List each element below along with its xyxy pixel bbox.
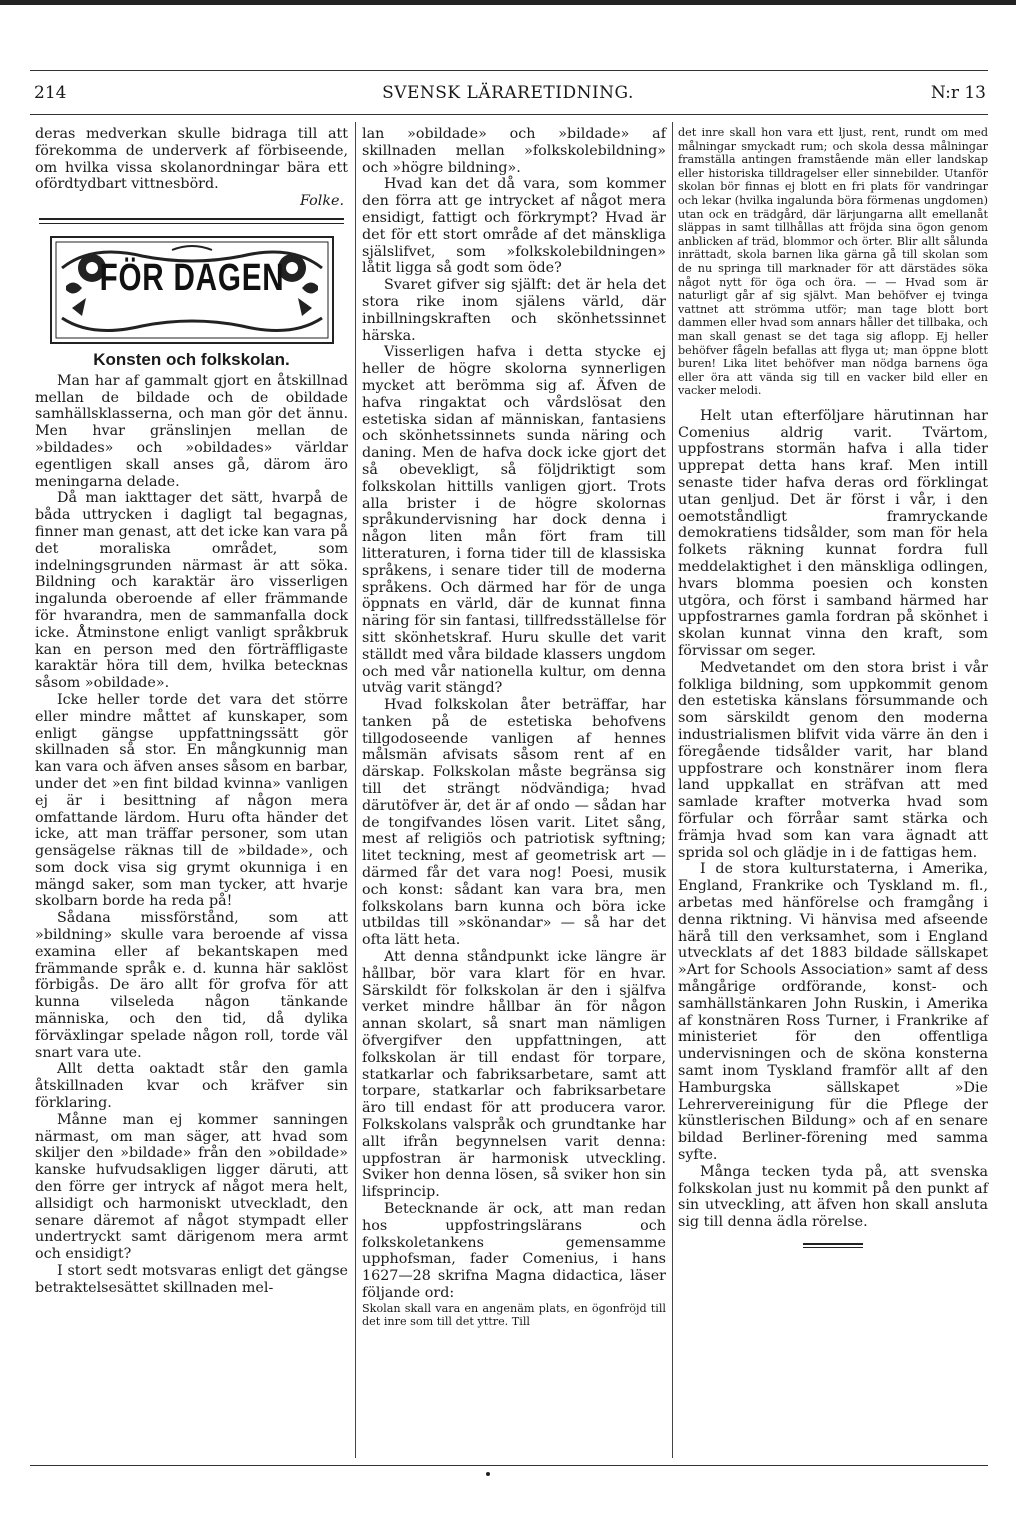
article-paragraph: Månne man ej kommer sanningen närmast, om man säger, att hvad som skiljer den »bildade» från den »obildade» kanske hufvudsakligen ligger däruti, att den förre ger intryck af något mera helt, allsidigt och harmoniskt utveckladt, den senare däremot af något stympadt eller undertryckt samt därigenom mera armt och ensidigt? bbox=[35, 1111, 348, 1263]
for-dagen-banner bbox=[50, 236, 334, 344]
article-paragraph: lan »obildade» och »bildade» af skillnaden mellan »folkskolebildning» och »högre bildning». bbox=[362, 126, 666, 176]
end-rule bbox=[803, 1243, 863, 1248]
banner-title: FÖR DAGEN bbox=[99, 256, 284, 299]
footer-dot bbox=[486, 1472, 490, 1476]
comenius-quote bbox=[362, 1302, 666, 1329]
article-paragraph: Svaret gifver sig själft: det är hela det stora rike inom själens värld, där inbillningskraften och skönhetssinnet härska. bbox=[362, 277, 666, 344]
comenius-quote-continued bbox=[678, 126, 988, 398]
article-paragraph: Icke heller torde det vara det större eller mindre måttet af kunskaper, som enligt gängse uppfattningssätt gör skillnaden så stor. En mångkunnig man kan vara och äfven anses såsom en barbar, under det »en fint bildad kvinna» vanligen ej är i besittning af någon mera omfattande lärdom. Huru ofta händer det icke, att man träffar personer, som utan gensägelse räknas till de »bildade», och som dock visa sig grymt okunniga i en mängd saker, som man tycker, att hvarje skolbarn borde ha reda på! bbox=[35, 691, 348, 910]
article-paragraph: Sådana missförstånd, som att »bildning» skulle vara beroende af vissa examina eller af bekantskapen med främmande språk e. d. kunna här saklöst förbigås. De äro allt för grofva för att kunna vilseleda någon tänkande människa, och den tid, då dylika förväxlingar spelade någon roll, torde väl snart vara ute. bbox=[35, 910, 348, 1061]
header-bottom-rule bbox=[30, 114, 988, 115]
article-paragraph: Hvad kan det då vara, som kommer den förra att ge intrycket af något mera ensidigt, fattigt och förkrympt? Hvad är det för ett stort område af det mänskliga själslifvet, som »folkskolebildningen» låtit ligga så godt som öde? bbox=[362, 176, 666, 277]
article-paragraph: Då man iakttager det sätt, hvarpå de båda uttrycken i dagligt tal begagnas, finner man genast, att det icke kan vara på det moraliska området, som indelningsgrunden närmast är att söka. Bildning och karaktär äro visserligen ingalunda oberoende af eller främmande för hvarandra, men de sammanfalla dock icke. Åtminstone enligt vanligt språkbruk kan en person med den förträffligaste karaktär höra till dem, hvilka betecknas såsom »obildade». bbox=[35, 490, 348, 692]
article-paragraph: Visserligen hafva i detta stycke ej heller de högre skolorna synnerligen mycket att berömma sig af. Äfven de hafva ringaktat och vårdslösat den estetiska sidan af människan, fantasiens och skönhetssinnets sunda näring och daning. Men de hafva dock icke gjort det så obevekligt, så följdriktigt som folkskolan hittills vanligen gjort. Trots alla brister i de högre skolornas språkundervisning har dock denna i någon liten mån fört fram till litteraturen, i forna tider till de klassiska språkens, i senare tider till de moderna språkens. Och därmed har för de unga öppnats en värld, där de kunnat finna näring för sin fantasi, tillfredsställelse för sitt skönhetskraf. Huru skulle det varit ställdt med våra bildade klassers ungdom och med vår nationella kultur, om denna utväg varit stängd? bbox=[362, 344, 666, 697]
publication-title: SVENSK LÄRARETIDNING. bbox=[382, 83, 634, 103]
top-border bbox=[0, 0, 1016, 5]
article-paragraph: I stort sedt motsvaras enligt det gängse betraktelsesättet skillnaden mel- bbox=[35, 1263, 348, 1296]
article-paragraph: Man har af gammalt gjort en åtskillnad mellan de bildade och de obildade samhällsklasserna, och man gör det ännu. Men hvar gränslinjen mellan de »bildades» och »obildades» världar egentligen skall anses gå, därom äro meningarna delade. bbox=[35, 372, 348, 490]
article-paragraph: Allt detta oaktadt står den gamla åtskillnaden kvar och kräfver sin förklaring. bbox=[35, 1061, 348, 1112]
quote-text: det inre skall hon vara ett ljust, rent, rundt om med målningar smyckadt rum; och skola dessa målningar framställa antingen framstående män eller landskap eller historiska tilldragelser eller sinnebilder. Utanför skolan bör finnas ej blott en fri plats för vandringar och lekar (hvilka ingalunda böra förmenas ungdomen) utan ock en trädgård, där lärjungarna allt emellanåt släppas in samt tillhållas att fröjda sina ögon genom anblicken af träd, blommor och örter. Blir allt sålunda inrättadt, skola barnen lika gärna gå till skolan som de nu springa till marknader för att därstädes söka något nytt för öga och öra. — — Hvad som är naturligt går af sig självt. Man behöfver ej tvinga vattnet att strömma utför; man tage blott bort dammen eller hvad som annars håller det tillbaka, och man skall genast se det taga sig aflopp. Ej heller behöfver fågeln befallas att flyga ut; man öppne blott buren! Lika litet behöfver man nödga barnens öga eller öra att vända sig till en vacker bild eller en vacker melodi. bbox=[678, 126, 988, 398]
article-paragraph: Helt utan efterföljare härutinnan har Comenius aldrig varit. Tvärtom, uppfostrans stormän hafva i alla tider upprepat detta hans kraf. Men intill senaste tider hafva deras ord förklingat utan genljud. Det är först i vår, i den oemotståndligt framryckande demokratiens tidsålder, som man för hela folkets räkning kunnat fordra full meddelaktighet i den mänskliga odlingen, hvars blomma poesien och konsten utgöra, och först i samband härmed har uppfostrarnes gamla fordran på skönhet i skolan kunnat vinna den kraft, som förvissar om seger. bbox=[678, 407, 988, 660]
article-paragraph: Att denna ståndpunkt icke längre är hållbar, bör vara klart för en hvar. Särskildt för folkskolan är den i själfva verket mindre hållbar än för någon annan skolart, så snart man nämligen öfvergifver den uppfattningen, att folkskolan är till endast för torpare, statkarlar och fabriksarbetare, samt att torpare, statkarlar och fabriksarbetare äro till endast för att producera varor. Folkskolans valspråk och grundtanke har allt ifrån begynnelsen varit denna: uppfostran är harmonisk utveckling. Sviker hon denna lösen, så sviker hon sin lifsprincip. bbox=[362, 949, 666, 1201]
column-divider-left bbox=[355, 122, 356, 1458]
header-top-rule bbox=[30, 70, 988, 71]
article-paragraph: Många tecken tyda på, att svenska folkskolan just nu kommit på den punkt af sin utveckling, att äfven hon skall ansluta sig till denna ädla rörelse. bbox=[678, 1163, 988, 1231]
article-paragraph: Hvad folkskolan åter beträffar, har tanken på de estetiska behofvens tillgodoseende vanligen af hennes målsmän afvisats såsom rent af en därskap. Folkskolan måste begränsa sig till det strängt nödvändiga; hvad därutöfver är, det är af ondo — sådan har de tongifvandes lösen varit. Litet sång, mest af religiös och patriotisk syftning; litet teckning, mest af geometrisk art — därmed får det vara nog! Poesi, musik och konst: sådant kan vara bra, men folkskolans barn kunna och böra icke utbildas till »skönandar» — så har det ofta lätt heta. bbox=[362, 697, 666, 949]
article-paragraph: I de stora kulturstaterna, i Amerika, England, Frankrike och Tyskland m. fl., arbetas med hänförelse och framgång i denna riktning. Vi hänvisa med afseende härå till den verksamhet, som i England utvecklats af det 1883 bildade sällskapet »Art for Schools Association» samt af dess mångårige ordförande, konst- och samhällstänkaren John Ruskin, i Amerika af konstnären Ross Turner, i Frankrike af ministeriet för den offentliga undervisningen och de sköna konsterna samt inom Tyskland framför allt af den Hamburgska sällskapet »Die Lehrervereinigung für die Pflege der künstlerischen Bildung» och af en senare bildad Berliner-förening med samma syfte. bbox=[678, 861, 988, 1163]
article-paragraph: Betecknande är ock, att man redan hos uppfostringslärans och folkskoletankens gemensamme upphofsman, fader Comenius, i hans 1627—28 skrifna Magna didactica, läser följande ord: bbox=[362, 1201, 666, 1301]
article-headline: Konsten och folkskolan. bbox=[93, 349, 290, 369]
column-3 bbox=[678, 126, 988, 1248]
section-rule bbox=[39, 218, 344, 224]
column-1 bbox=[35, 126, 348, 1297]
intro-paragraph: deras medverkan skulle bidraga till att förekomma de underverk af förbiseende, om hvilka vissa skolanordningar bära ett ofördtydbart vittnesbörd. bbox=[35, 126, 348, 193]
quote-text: Skolan skall vara en angenäm plats, en ögonfröjd till det inre som till det yttre. Till bbox=[362, 1301, 666, 1329]
footer-rule bbox=[30, 1465, 988, 1466]
running-header bbox=[0, 83, 1016, 107]
column-2 bbox=[362, 126, 666, 1329]
column-divider-right bbox=[672, 122, 673, 1458]
issue-number: N:r 13 bbox=[930, 83, 986, 103]
page-number: 214 bbox=[34, 83, 67, 103]
article-paragraph: Medvetandet om den stora brist i vår folkliga bildning, som uppkommit genom den estetiska känslans försummande och som särskildt genom den moderna industrialismen blifvit vida värre än den i föregående tidsålder varit, har bland uppfostrare och konstnärer inom flera land uppkallat en sträfvan att med samlade krafter motverka hvad som förfular och förråar samt stärka och främja hvad som kan vara ägnadt att sprida sol och glädje in i de fattigas hem. bbox=[678, 659, 988, 861]
signature: Folke. bbox=[300, 193, 344, 210]
